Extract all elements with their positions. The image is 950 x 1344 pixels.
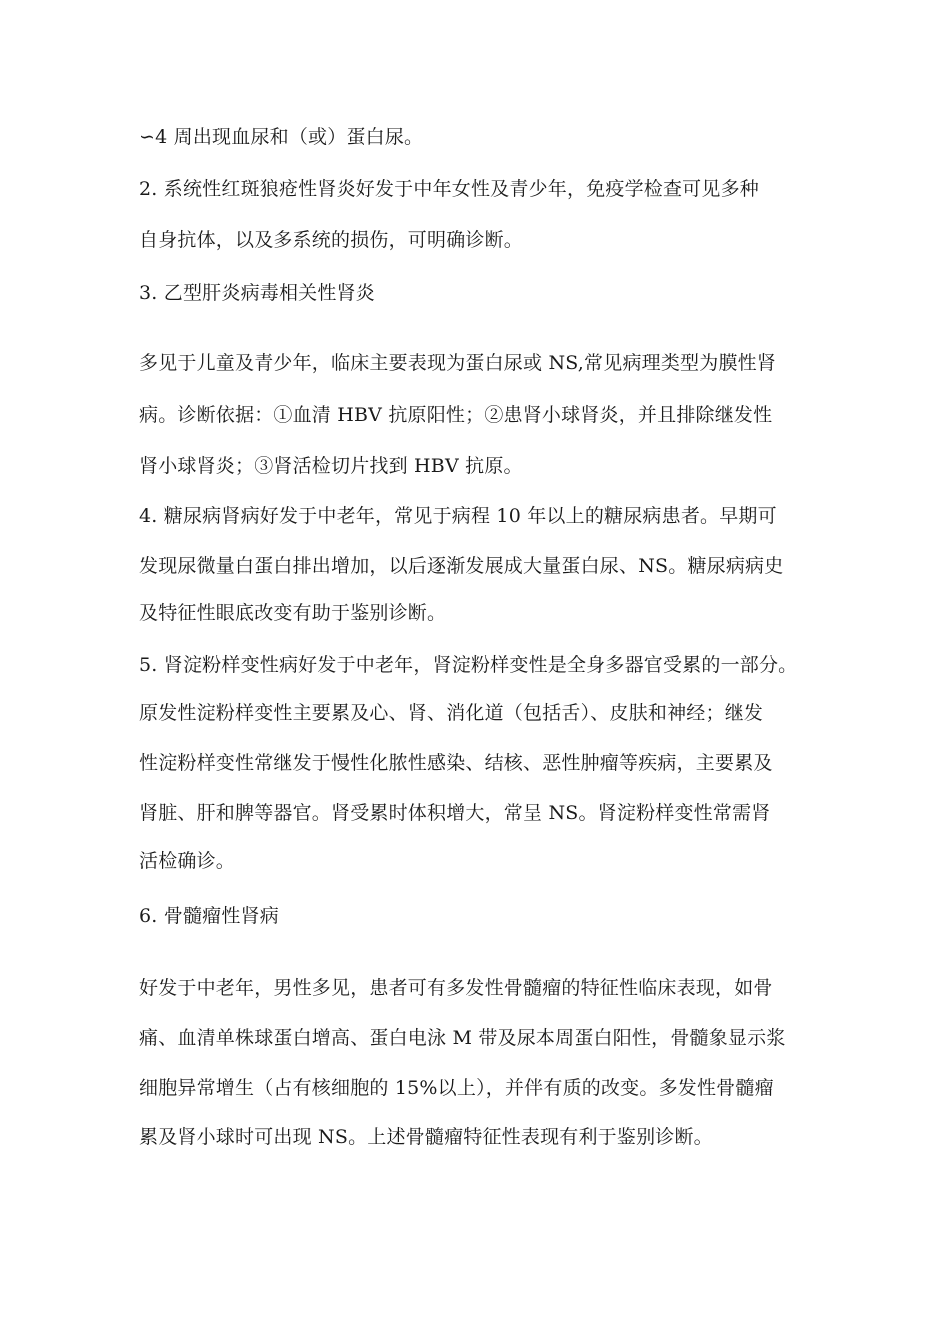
text-line: 原发性淀粉样变性主要累及心、肾、消化道（包括舌）、皮肤和神经；继发 (139, 702, 764, 724)
text-line: 肾小球肾炎；③肾活检切片找到 HBV 抗原。 (139, 455, 523, 477)
text-line: 自身抗体，以及多系统的损伤，可明确诊断。 (139, 229, 524, 251)
text-line: 及特征性眼底改变有助于鉴别诊断。 (139, 602, 447, 624)
text-line: 好发于中老年，男性多见，患者可有多发性骨髓瘤的特征性临床表现，如骨 (139, 977, 773, 999)
section-2-heading-line: 2. 系统性红斑狼疮性肾炎好发于中年女性及青少年，免疫学检查可见多种 (139, 178, 759, 200)
text-line: 多见于儿童及青少年，临床主要表现为蛋白尿或 NS,常见病理类型为膜性肾 (139, 352, 777, 374)
text-line: 痛、血清单株球蛋白增高、蛋白电泳 M 带及尿本周蛋白阳性，骨髓象显示浆 (139, 1027, 786, 1049)
text-line: 细胞异常增生（占有核细胞的 15%以上），并伴有质的改变。多发性骨髓瘤 (139, 1077, 774, 1099)
text-line: 活检确诊。 (139, 850, 236, 872)
section-4-heading-line: 4. 糖尿病肾病好发于中老年，常见于病程 10 年以上的糖尿病患者。早期可 (139, 505, 777, 527)
text-line: 性淀粉样变性常继发于慢性化脓性感染、结核、恶性肿瘤等疾病，主要累及 (139, 752, 773, 774)
section-5-heading-line: 5. 肾淀粉样变性病好发于中老年，肾淀粉样变性是全身多器官受累的一部分。 (139, 654, 798, 676)
text-line: 病。诊断依据：①血清 HBV 抗原阳性；②患肾小球肾炎，并且排除继发性 (139, 404, 773, 426)
section-6-heading: 6. 骨髓瘤性肾病 (139, 905, 279, 927)
section-3-heading: 3. 乙型肝炎病毒相关性肾炎 (139, 282, 375, 304)
text-line: 肾脏、肝和脾等器官。肾受累时体积增大，常呈 NS。肾淀粉样变性常需肾 (139, 802, 771, 824)
text-line: ∽4 周出现血尿和（或）蛋白尿。 (139, 126, 424, 148)
text-line: 累及肾小球时可出现 NS。上述骨髓瘤特征性表现有利于鉴别诊断。 (139, 1126, 713, 1148)
text-line: 发现尿微量白蛋白排出增加，以后逐渐发展成大量蛋白尿、NS。糖尿病病史 (139, 555, 784, 577)
